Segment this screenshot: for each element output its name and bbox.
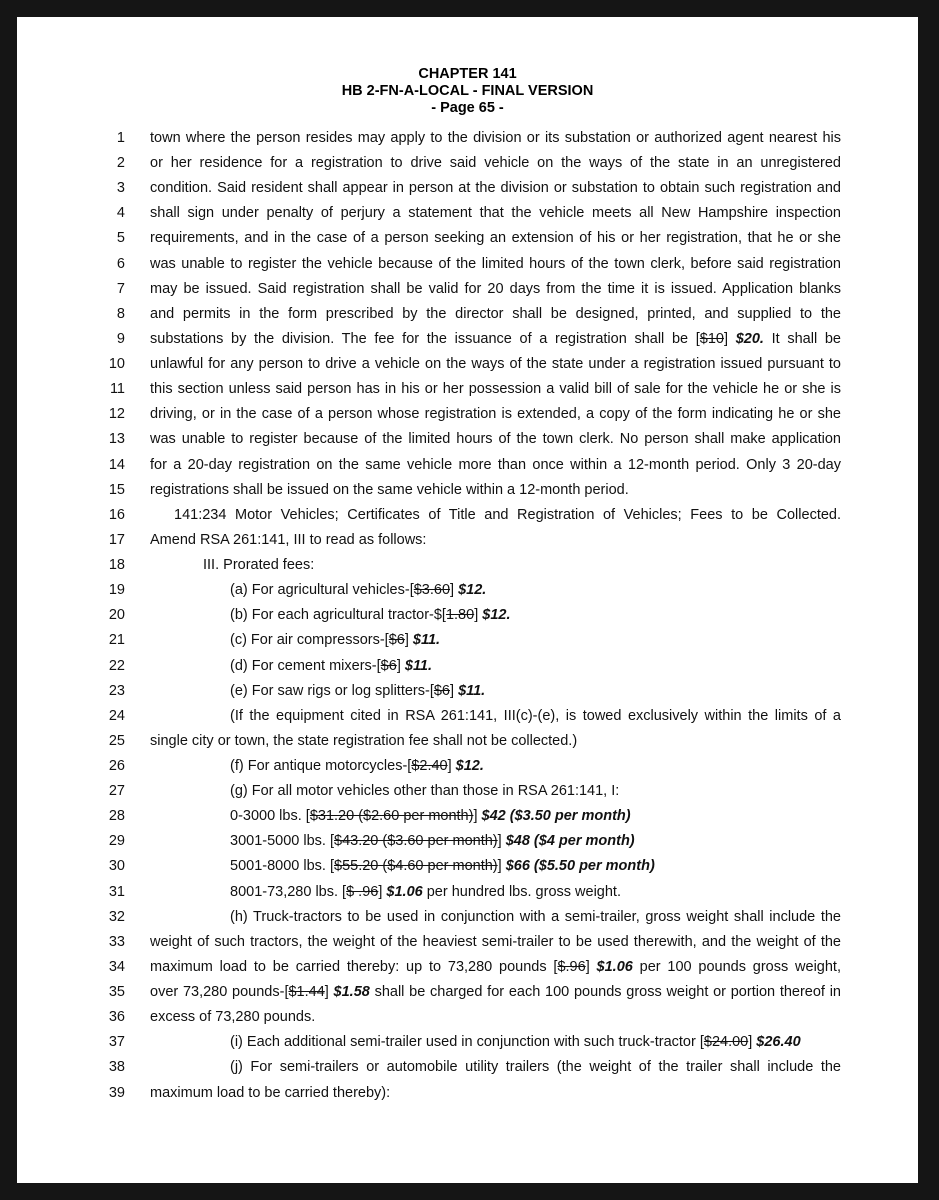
line-number: 7 — [116, 280, 125, 297]
text-run: substations by the division. The fee for the issuance of a registration shall be [ — [150, 330, 700, 347]
text-run: condition. Said resident shall appear in person at the division or substation to obtain such registration and — [150, 180, 841, 197]
text-run: ] — [450, 682, 459, 699]
text-run: ] — [378, 883, 387, 900]
struck-amount: $6 — [388, 632, 405, 649]
text-line — [150, 230, 841, 246]
text-run: driving, or in the case of a person whose registration is extended, a copy of the form indicating he or she — [150, 406, 841, 423]
line-number: 2 — [116, 155, 125, 172]
text-line — [150, 406, 841, 422]
text-run: (f) For antique motorcycles-[ — [230, 758, 412, 774]
text-line — [150, 457, 841, 473]
text-run: (b) For each agricultural tractor-$[ — [230, 607, 446, 624]
text-line — [230, 607, 511, 623]
text-line — [230, 909, 841, 925]
line-number: 31 — [108, 883, 125, 900]
line-number: 30 — [108, 858, 125, 875]
struck-amount: $31.20 ($2.60 per month) — [309, 808, 474, 825]
line-number: 20 — [108, 607, 125, 624]
text-line — [150, 130, 841, 146]
text-run: III. Prorated fees: — [203, 557, 315, 574]
line-number: 5 — [116, 230, 125, 247]
document-page — [17, 17, 918, 1183]
text-line — [230, 683, 485, 699]
page-number: - Page 65 - — [431, 100, 504, 116]
text-line — [150, 1009, 315, 1025]
line-number: 28 — [108, 808, 125, 825]
text-run: or her residence for a registration to drive said vehicle on the ways of the state in an unregistered — [150, 155, 841, 172]
new-amount: $11. — [458, 682, 486, 699]
text-line — [230, 1034, 801, 1050]
line-number: 12 — [108, 406, 125, 423]
line-number: 3 — [116, 180, 125, 197]
text-run: ] — [724, 330, 736, 347]
text-line — [230, 582, 486, 598]
text-line — [230, 1059, 841, 1075]
text-run: 8001-73,280 lbs. [ — [230, 883, 347, 900]
text-run: ] — [450, 582, 459, 599]
text-line — [230, 658, 432, 674]
text-run: registrations shall be issued on the same vehicle within a 12-month period. — [150, 481, 629, 498]
line-number: 11 — [109, 381, 125, 398]
line-number: 25 — [108, 732, 125, 749]
line-number: 22 — [108, 657, 125, 674]
line-number: 4 — [116, 205, 125, 222]
text-run: excess of 73,280 pounds. — [150, 1009, 316, 1026]
text-line — [150, 306, 841, 322]
line-number: 38 — [108, 1059, 125, 1076]
text-run: 3001-5000 lbs. [ — [230, 833, 334, 850]
text-run: may be issued. Said registration shall be valid for 20 days from the time it is issued. Application blanks — [150, 280, 841, 297]
line-number: 13 — [108, 431, 125, 448]
line-number: 35 — [108, 984, 125, 1001]
text-line — [230, 783, 619, 799]
new-amount: $11. — [404, 657, 433, 674]
text-run: ] — [497, 858, 506, 875]
text-line — [150, 934, 841, 950]
text-run: (j) For semi-trailers or automobile utility trailers (the weight of the trailer shall include the — [230, 1059, 841, 1076]
text-line — [230, 708, 841, 724]
new-amount: $12. — [455, 758, 484, 774]
text-line — [150, 1085, 390, 1101]
line-number: 16 — [108, 506, 125, 523]
new-amount: $48 ($4 per month) — [505, 833, 635, 850]
text-line — [230, 632, 440, 648]
text-run: single city or town, the state registration fee shall not be collected.) — [150, 732, 578, 749]
text-run: ] — [324, 984, 334, 1001]
new-amount: $20. — [735, 330, 764, 347]
struck-amount: $ .96 — [346, 883, 379, 900]
line-number: 26 — [108, 758, 125, 774]
struck-amount: $43.20 ($3.60 per month) — [334, 833, 498, 850]
new-amount: $12. — [482, 607, 511, 624]
line-number: 15 — [108, 481, 125, 498]
text-line — [150, 180, 841, 196]
line-number: 37 — [108, 1034, 125, 1051]
text-run: and permits in the form prescribed by the director shall be designed, printed, and supplied to the — [150, 305, 841, 322]
struck-amount: 1.80 — [445, 607, 475, 624]
line-number: 23 — [108, 682, 125, 699]
text-run: (If the equipment cited in RSA 261:141, III(c)-(e), is towed exclusively within the limits of a — [230, 707, 841, 724]
text-run: for a 20-day registration on the same vehicle more than once within a 12-month period. Only 3 20-day — [150, 456, 841, 473]
text-run: was unable to register the vehicle because of the limited hours of the town clerk, before said registration — [150, 255, 841, 272]
line-number: 18 — [108, 557, 125, 574]
text-run: requirements, and in the case of a person seeking an extension of his or her registration, that he or she — [150, 230, 841, 247]
line-number: 9 — [116, 330, 125, 347]
text-line — [150, 733, 577, 749]
struck-amount: $3.60 — [413, 582, 451, 599]
text-run: maximum load to be carried thereby: up to 73,280 pounds [ — [150, 958, 558, 975]
text-run: was unable to register because of the limited hours of the town clerk. No person shall make application — [150, 431, 841, 448]
text-line — [150, 331, 841, 347]
text-run: ] — [404, 632, 413, 649]
line-number: 6 — [116, 255, 125, 272]
text-run: (e) For saw rigs or log splitters-[ — [230, 682, 434, 699]
struck-amount: $24.00 — [703, 1034, 749, 1051]
text-run: 0-3000 lbs. [ — [230, 808, 310, 825]
text-run: (d) For cement mixers-[ — [230, 657, 381, 674]
line-number: 14 — [108, 456, 125, 473]
text-run: ] — [585, 958, 597, 975]
text-run: (c) For air compressors-[ — [230, 632, 389, 649]
new-amount: $1.06 — [386, 883, 423, 900]
text-run: shall be charged for each 100 pounds gross weight or portion thereof in — [369, 984, 841, 1001]
line-number: 27 — [108, 783, 125, 800]
text-run: (i) Each additional semi-trailer used in conjunction with such truck-tractor [ — [230, 1034, 704, 1051]
struck-amount: $10 — [699, 330, 724, 347]
text-line — [174, 507, 841, 523]
text-line — [150, 205, 841, 221]
text-run: ] — [396, 657, 405, 674]
struck-amount: $1.44 — [288, 984, 325, 1001]
text-run: 5001-8000 lbs. [ — [230, 858, 334, 875]
text-line — [150, 984, 841, 1000]
text-run: per 100 pounds gross weight, — [632, 958, 841, 975]
text-run: per hundred lbs. gross weight. — [422, 883, 621, 900]
line-number: 29 — [108, 833, 125, 850]
new-amount: $11. — [412, 632, 441, 649]
struck-amount: $6 — [380, 657, 397, 674]
text-run: (g) For all motor vehicles other than those in RSA 261:141, I: — [230, 783, 620, 800]
text-run: this section unless said person has in his or her possession a valid bill of sale for the vehicle he or she is — [150, 381, 841, 398]
text-line — [230, 884, 621, 900]
text-run: ] — [473, 808, 482, 825]
line-number: 36 — [108, 1009, 125, 1026]
line-number: 21 — [108, 632, 125, 649]
text-run: shall sign under penalty of perjury a statement that the vehicle meets all New Hampshire inspection — [150, 205, 841, 222]
text-line — [230, 833, 635, 849]
struck-amount: $.96 — [557, 958, 586, 975]
text-run: maximum load to be carried thereby): — [150, 1084, 391, 1101]
new-amount: $42 ($3.50 per month) — [481, 808, 631, 825]
text-run: ] — [748, 1034, 757, 1051]
text-line — [203, 557, 314, 573]
text-run: ] — [497, 833, 506, 850]
text-run: weight of such tractors, the weight of the heaviest semi-trailer to be used therewith, and the weight of the — [150, 933, 841, 950]
text-run: over 73,280 pounds-[ — [150, 984, 289, 1001]
text-run: unlawful for any person to drive a vehicle on the ways of the state under a registration issued pursuant to — [150, 356, 841, 373]
text-line — [150, 155, 841, 171]
text-run: It shall be — [763, 330, 842, 347]
text-line — [150, 281, 841, 297]
chapter-heading: CHAPTER 141 — [418, 66, 517, 82]
new-amount: $1.58 — [333, 984, 370, 1001]
text-line — [150, 356, 841, 372]
line-number: 10 — [108, 356, 125, 373]
text-run: ] — [474, 607, 483, 624]
bill-heading: HB 2-FN-A-LOCAL - FINAL VERSION — [341, 83, 594, 99]
new-amount: $66 ($5.50 per month) — [505, 858, 655, 875]
line-number: 19 — [108, 582, 125, 599]
new-amount: $12. — [458, 582, 487, 599]
text-run: (a) For agricultural vehicles-[ — [230, 582, 414, 599]
struck-amount: $2.40 — [411, 758, 448, 774]
text-run: town where the person resides may apply to the division or its substation or authorized agent nearest his — [150, 130, 841, 146]
text-line — [230, 808, 631, 824]
line-number: 34 — [108, 958, 125, 975]
new-amount: $26.40 — [756, 1034, 801, 1051]
text-line — [150, 256, 841, 272]
text-line — [150, 959, 841, 975]
text-line — [150, 431, 841, 447]
line-number: 17 — [108, 531, 125, 548]
text-run: (h) Truck-tractors to be used in conjunction with a semi-trailer, gross weight shall include the — [230, 908, 841, 925]
line-number: 33 — [108, 933, 125, 950]
line-number: 24 — [108, 707, 125, 724]
struck-amount: $55.20 ($4.60 per month) — [334, 858, 498, 875]
line-number: 32 — [108, 908, 125, 925]
text-run: ] — [447, 758, 456, 774]
line-number: 39 — [108, 1084, 125, 1101]
new-amount: $1.06 — [596, 958, 633, 975]
text-run: Amend RSA 261:141, III to read as follows: — [150, 531, 427, 548]
text-line — [230, 858, 655, 874]
text-run: 141:234 Motor Vehicles; Certificates of Title and Registration of Vehicles; Fees to be Collected. — [174, 506, 841, 523]
text-line — [150, 482, 629, 498]
text-line — [230, 758, 484, 774]
text-line — [150, 381, 841, 397]
text-line — [150, 532, 426, 548]
line-number: 1 — [116, 130, 125, 146]
struck-amount: $6 — [433, 682, 450, 699]
line-number: 8 — [116, 305, 125, 322]
